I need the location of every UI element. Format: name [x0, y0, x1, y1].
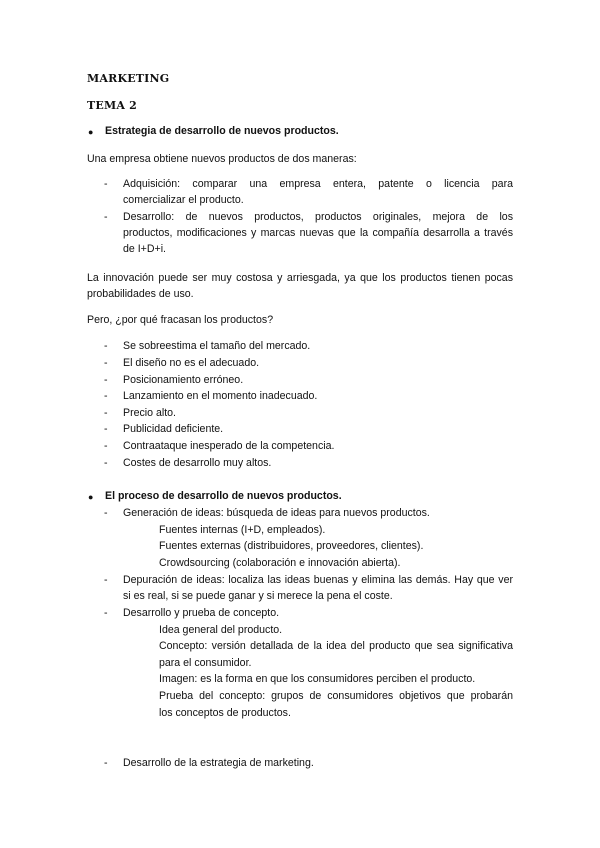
- step-estrategia-marketing: Desarrollo de la estrategia de marketing.: [123, 757, 314, 769]
- list-dash: -: [104, 390, 108, 402]
- source-item: Crowdsourcing (colaboración e innovación abierta).: [159, 557, 401, 569]
- concept-concepto-line1: Concepto: versión detallada de la idea del producto que sea significativa: [159, 640, 513, 652]
- section2-heading: El proceso de desarrollo de nuevos productos.: [105, 490, 342, 502]
- item-adquisicion-line2: comercializar el producto.: [123, 194, 244, 206]
- reason-item: Lanzamiento en el momento inadecuado.: [123, 390, 318, 402]
- section2-bullet: ●: [88, 492, 94, 502]
- step-depuracion-line1: Depuración de ideas: localiza las ideas buenas y elimina las demás. Hay que ver: [123, 574, 513, 586]
- concept-prueba-line2: los conceptos de productos.: [159, 707, 291, 719]
- list-dash: -: [104, 357, 108, 369]
- section1-heading: Estrategia de desarrollo de nuevos productos.: [105, 125, 339, 137]
- concept-concepto-line2: para el consumidor.: [159, 657, 252, 669]
- list-dash: -: [104, 407, 108, 419]
- item-dash: -: [104, 211, 108, 223]
- concept-prueba-line1: Prueba del concepto: grupos de consumidores objetivos que probarán: [159, 690, 513, 702]
- reason-item: Se sobreestima el tamaño del mercado.: [123, 340, 311, 352]
- item-dash: -: [104, 178, 108, 190]
- source-item: Fuentes internas (I+D, empleados).: [159, 524, 326, 536]
- list-dash: -: [104, 423, 108, 435]
- question-text: Pero, ¿por qué fracasan los productos?: [87, 314, 274, 326]
- item-desarrollo-line1: Desarrollo: de nuevos productos, productos originales, mejora de los: [123, 211, 513, 223]
- section1-bullet: ●: [88, 127, 94, 137]
- reason-item: Publicidad deficiente.: [123, 423, 224, 435]
- step-dash: -: [104, 574, 108, 586]
- document-subtitle: TEMA 2: [87, 99, 137, 112]
- list-dash: -: [104, 340, 108, 352]
- step-depuracion-line2: si es real, si se puede ganar y si merece la pena el coste.: [123, 590, 393, 602]
- document-title: MARKETING: [87, 72, 170, 85]
- section1-intro: Una empresa obtiene nuevos productos de dos maneras:: [87, 153, 357, 165]
- item-desarrollo-line2: productos, modificaciones y marcas nuevas que la compañía desarrolla a través: [123, 227, 513, 239]
- list-dash: -: [104, 457, 108, 469]
- reason-item: Posicionamiento erróneo.: [123, 374, 244, 386]
- step-prueba-concepto: Desarrollo y prueba de concepto.: [123, 607, 280, 619]
- list-dash: -: [104, 440, 108, 452]
- reason-item: Contraataque inesperado de la competencia.: [123, 440, 335, 452]
- reason-item: El diseño no es el adecuado.: [123, 357, 260, 369]
- step-dash: -: [104, 507, 108, 519]
- reason-item: Precio alto.: [123, 407, 176, 419]
- paragraph-innovacion-line2: probabilidades de uso.: [87, 288, 194, 300]
- step-dash: -: [104, 757, 108, 769]
- paragraph-innovacion-line1: La innovación puede ser muy costosa y arriesgada, ya que los productos tienen pocas: [87, 272, 513, 284]
- list-dash: -: [104, 374, 108, 386]
- concept-idea: Idea general del producto.: [159, 624, 283, 636]
- step-generacion-ideas: Generación de ideas: búsqueda de ideas para nuevos productos.: [123, 507, 430, 519]
- source-item: Fuentes externas (distribuidores, proveedores, clientes).: [159, 540, 424, 552]
- item-adquisicion-line1: Adquisición: comparar una empresa entera, patente o licencia para: [123, 178, 513, 190]
- step-dash: -: [104, 607, 108, 619]
- concept-imagen: Imagen: es la forma en que los consumidores perciben el producto.: [159, 673, 476, 685]
- item-desarrollo-line3: de I+D+i.: [123, 243, 166, 255]
- reason-item: Costes de desarrollo muy altos.: [123, 457, 272, 469]
